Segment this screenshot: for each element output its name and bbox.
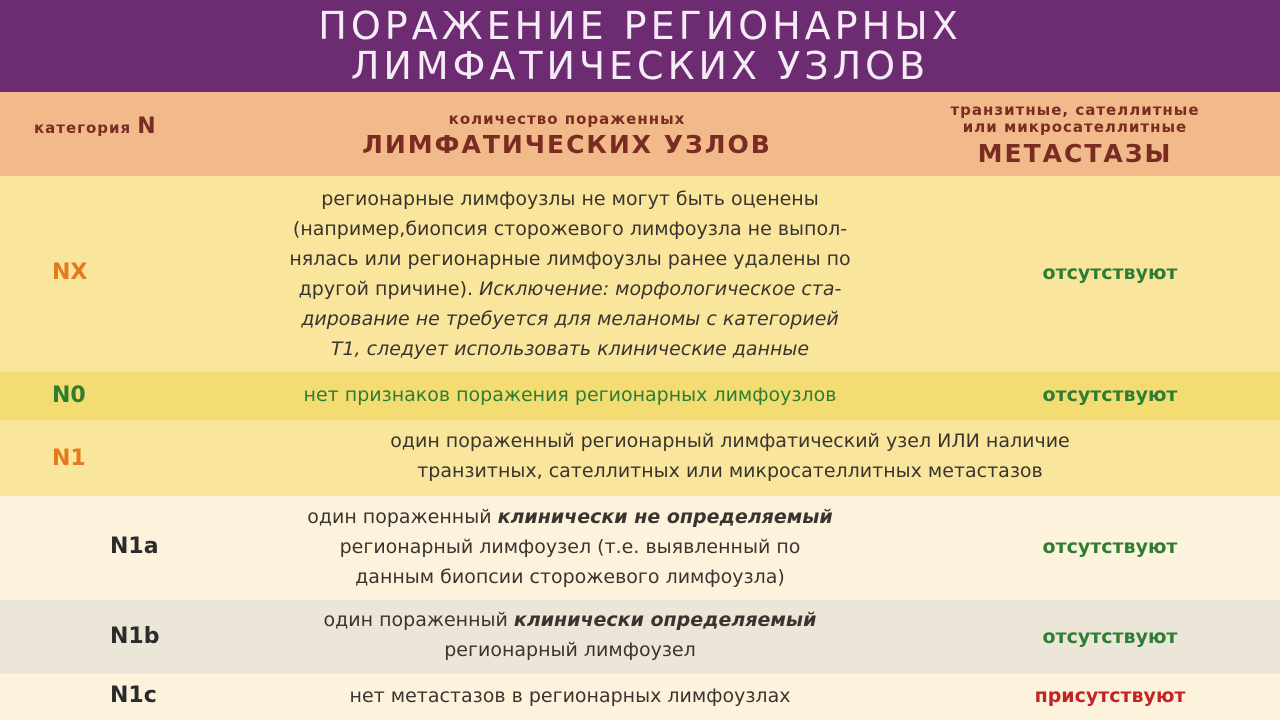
metastases-n1c: присутствуют [1034,685,1186,707]
table-header [0,92,1280,176]
table-row-n0 [0,372,1280,420]
description-n1a-line-2: регионарный лимфоузел (т.е. выявленный по [339,536,801,558]
metastases-n1b: отсутствуют [1042,626,1178,648]
description-n1a-plain: один пораженный [307,506,492,528]
description-nx-line-6 [190,334,950,364]
description-n1 [250,426,1210,486]
description-nx [190,184,950,364]
description-nx-line-1: регионарные лимфоузлы не могут быть оценены [321,188,819,210]
header-category [34,114,157,139]
description-nx-line-4 [190,274,950,304]
description-nx-line-2: (например,биопсия сторожевого лимфоузла не выпол- [292,218,848,240]
description-n1a-line-3: данным биопсии сторожевого лимфоузла) [355,566,785,588]
description-nx-line-4-plain: другой причине). [298,278,474,300]
header-count-small: количество пораженных [448,110,686,128]
title-line-1: ПОРАЖЕНИЕ РЕГИОНАРНЫХ [318,4,962,48]
description-n1a [190,502,950,592]
header-count-big: ЛИМФАТИЧЕСКИХ УЗЛОВ [362,130,772,159]
description-n1a-emphasis: клинически не определяемый [497,506,833,528]
header-node-count [282,110,852,159]
description-n1b-line-2: регионарный лимфоузел [444,639,696,661]
description-n1b-emphasis: клинически определяемый [513,609,817,631]
category-nx: NX [52,260,88,285]
metastases-nx: отсутствуют [1042,262,1178,284]
description-n1-line-1: один пораженный регионарный лимфатический узел ИЛИ наличие [390,430,1070,452]
header-metastases [890,102,1260,168]
category-n1b: N1b [110,624,160,649]
category-n1: N1 [52,446,86,471]
description-nx-line-5-italic: дирование не требуется для меланомы с категорией [301,308,839,330]
title-line-2: ЛИМФАТИЧЕСКИХ УЗЛОВ [350,44,930,88]
metastases-n1a: отсутствуют [1042,536,1178,558]
category-n0: N0 [52,383,86,408]
description-n1b-plain: один пораженный [323,609,508,631]
description-n1b [190,605,950,665]
table-row-n1a [0,496,1280,600]
description-n0: нет признаков поражения регионарных лимфоузлов [303,384,837,406]
description-nx-line-3: нялась или регионарные лимфоузлы ранее удалены по [289,248,851,270]
table-row-n1b [0,600,1280,674]
description-n1-line-2: транзитных, сателлитных или микросателлитных метастазов [417,460,1043,482]
category-n1c: N1c [110,683,157,708]
header-category-label: категория [34,119,132,137]
category-n1a: N1a [110,534,159,559]
description-n1b-line-1 [190,605,950,635]
header-category-letter: N [137,114,157,139]
title-banner [0,0,1280,92]
table-row-n1c [0,674,1280,720]
header-meta-small-1: транзитные, сателлитные [950,101,1200,119]
metastases-n0: отсутствуют [1042,384,1178,406]
description-n1c: нет метастазов в регионарных лимфоузлах [349,685,791,707]
header-meta-big: МЕТАСТАЗЫ [977,139,1173,168]
table-row-nx [0,176,1280,372]
header-meta-small-2: или микросателлитные [962,118,1188,136]
description-nx-line-6-italic: T1, следует использовать клинические данные [330,338,810,360]
description-n1a-line-1 [190,502,950,532]
table-row-n1 [0,420,1280,496]
description-nx-line-4-italic: Исключение: морфологическое ста- [479,278,842,300]
description-nx-line-5 [190,304,950,334]
